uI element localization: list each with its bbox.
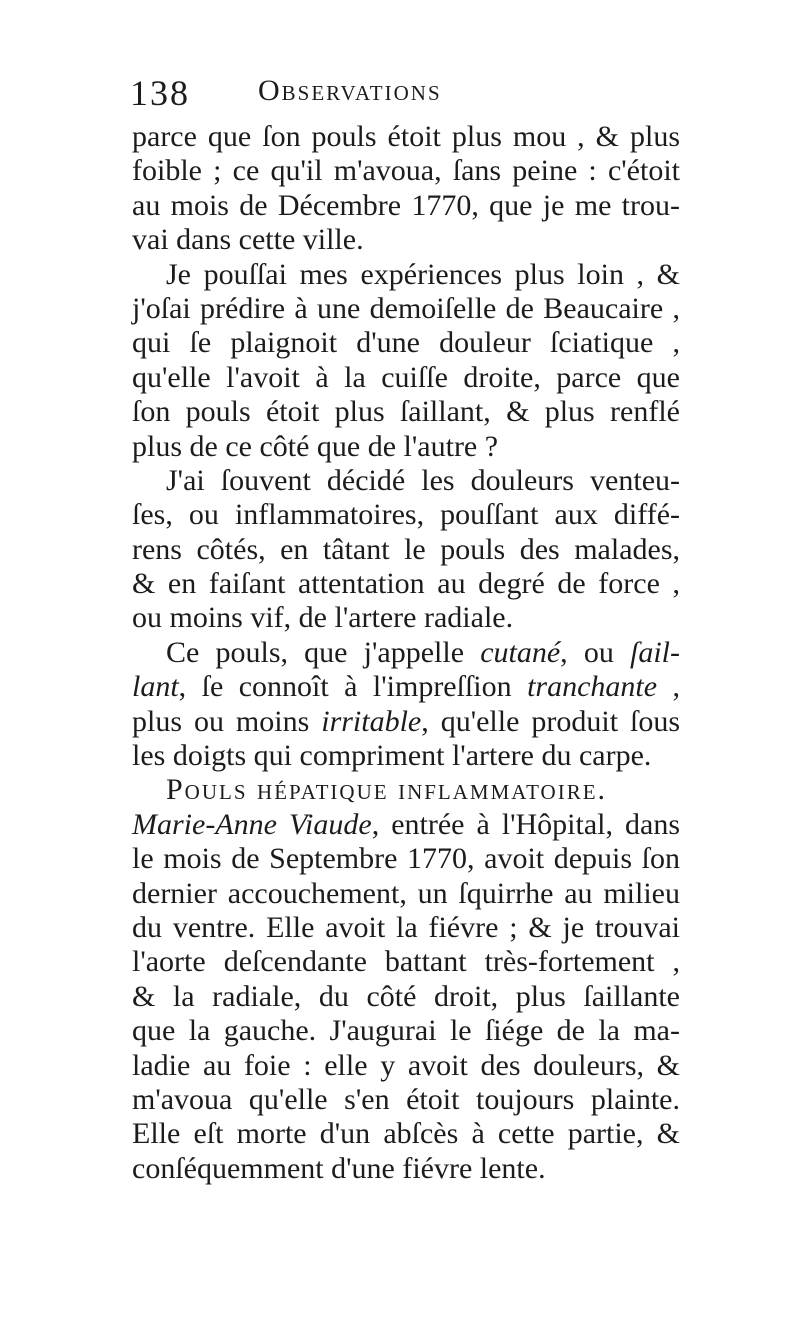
text-run: plus ou moins — [132, 704, 322, 738]
running-head: Observations — [258, 74, 442, 107]
text-run: Ce pouls, que j'appelle — [166, 635, 481, 669]
text-line: Je pouſſai mes expériences plus loin , & — [166, 257, 680, 291]
text-line: ou moins vif, de l'artere radiale. — [132, 601, 514, 635]
text-run: , ſe connoît à l'impreſſion — [178, 670, 528, 704]
text-run: , — [657, 670, 681, 704]
italic-term: lant — [132, 670, 179, 704]
text-line: que la gauche. J'augurai le ſiége de la ma- — [132, 1014, 680, 1048]
text-run: , qu'elle produit ſous — [421, 704, 680, 738]
text-line: m'avoua qu'elle s'en étoit toujours plainte. — [132, 1082, 680, 1116]
text-line — [132, 705, 680, 739]
text-line: & la radiale, du côté droit, plus ſaillante — [132, 979, 680, 1013]
italic-term: tranchante — [527, 670, 658, 704]
text-line: Elle eſt morte d'un abſcès à cette partie, & — [132, 1117, 680, 1151]
page-number: 138 — [130, 73, 190, 113]
text-line: foible ; ce qu'il m'avoua, ſans peine : c'étoit — [132, 154, 680, 188]
text-line — [132, 670, 680, 704]
page-header — [130, 72, 690, 122]
italic-term: irritable — [321, 704, 422, 738]
text-run: , entrée à l'Hôpital, dans — [371, 807, 680, 841]
text-line: l'aorte deſcendante battant très-fortement , — [132, 945, 680, 979]
text-line — [132, 636, 680, 670]
text-line: du ventre. Elle avoit la fiévre ; & je trouvai — [132, 910, 680, 944]
text-line: dernier accouchement, un ſquirrhe au milieu — [132, 876, 680, 910]
text-line: qu'elle l'avoit à la cuiſſe droite, parce que — [132, 360, 680, 394]
text-line: vai dans cette ville. — [132, 223, 364, 257]
text-line: rens côtés, en tâtant le pouls des malades, — [132, 532, 680, 566]
text-line: & en faiſant attentation au degré de force , — [132, 567, 680, 601]
text-line: J'ai ſouvent décidé les douleurs venteu- — [166, 463, 680, 497]
section-heading: Pouls hépatique inflammatoire. — [166, 773, 608, 807]
text-line — [132, 808, 680, 842]
patient-name: Marie-Anne Viaude — [132, 807, 372, 841]
text-line: au mois de Décembre 1770, que je me trou- — [132, 188, 680, 222]
text-line: plus de ce côté que de l'autre ? — [132, 429, 499, 463]
italic-term: ſail- — [630, 635, 680, 669]
text-line: conſéquemment d'une fiévre lente. — [132, 1151, 546, 1185]
body-text — [132, 120, 680, 1186]
text-line: ſes, ou inflammatoires, pouſſant aux diffé- — [132, 498, 680, 532]
text-line: qui ſe plaignoit d'une douleur ſciatique , — [132, 326, 680, 360]
text-line: ſon pouls étoit plus ſaillant, & plus renflé — [132, 395, 680, 429]
text-line: le mois de Septembre 1770, avoit depuis ſon — [132, 842, 680, 876]
text-line: ladie au foie : elle y avoit des douleurs, & — [132, 1048, 680, 1082]
text-line: j'oſai prédire à une demoiſelle de Beaucaire , — [132, 291, 680, 325]
text-line: parce que ſon pouls étoit plus mou , & plus — [132, 120, 680, 153]
text-line: les doigts qui compriment l'artere du carpe. — [132, 739, 652, 773]
text-run: , ou — [560, 635, 630, 669]
italic-term: cutané — [480, 635, 561, 669]
